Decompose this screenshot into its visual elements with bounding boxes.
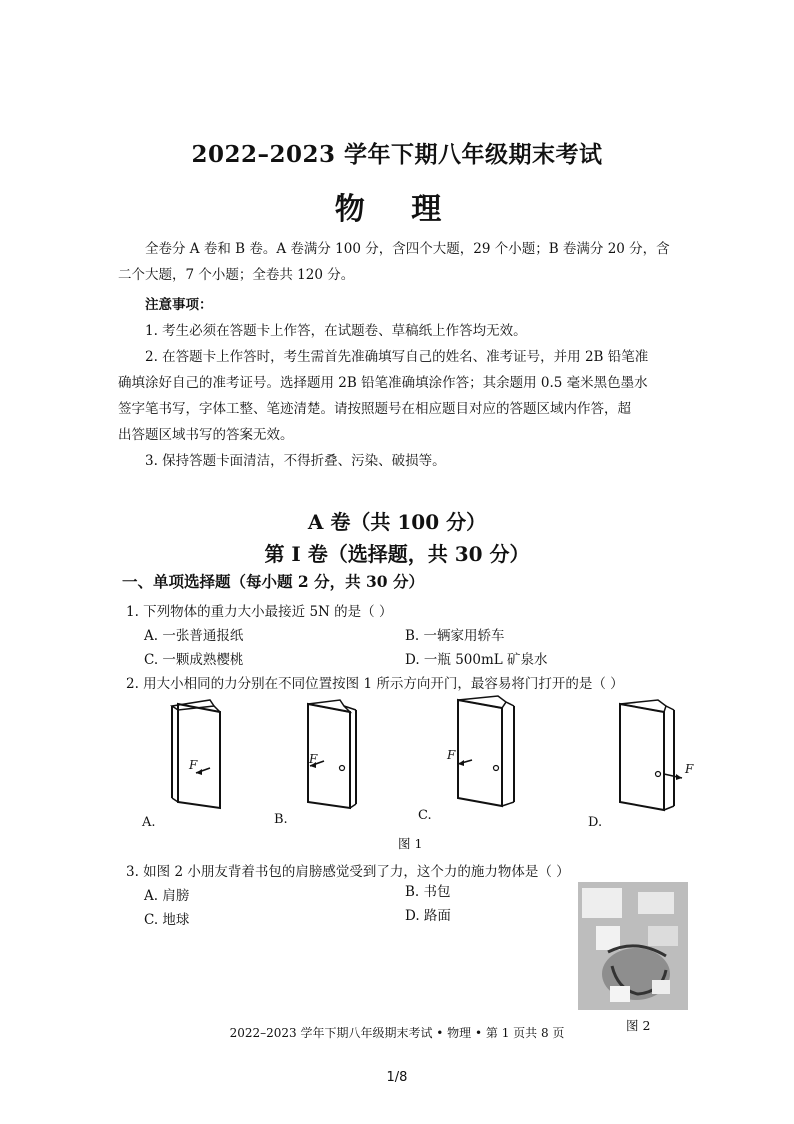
intro-line-1: 全卷分 A 卷和 B 卷。A 卷满分 100 分，含四个大题，29 个小题；B 卷满分 20 分，含: [145, 241, 670, 257]
part-1-heading: 第 I 卷（选择题，共 30 分）: [264, 542, 530, 566]
notice-heading: 注意事项：: [145, 297, 213, 313]
notice-item-2-line-4: 出答题区域书写的答案无效。: [118, 427, 294, 443]
q1-option-a: A. 一张普通报纸: [144, 628, 244, 644]
q1-stem: 1. 下列物体的重力大小最接近 5N 的是（ ）: [126, 604, 393, 620]
q3-option-c: C. 地球: [144, 912, 190, 928]
figure-2-caption: 图 2: [626, 1018, 651, 1033]
q3-option-b: B. 书包: [405, 884, 451, 900]
force-label-c: F: [447, 748, 456, 762]
notice-item-1: 1. 考生必须在答题卡上作答，在试题卷、草稿纸上作答均无效。: [145, 323, 527, 339]
intro-line-2: 二个大题，7 个小题；全卷共 120 分。: [118, 267, 355, 283]
force-label-b: F: [309, 752, 318, 766]
q3-option-a: A. 肩膀: [144, 888, 190, 904]
notice-item-2-line-3: 签字笔书写，字体工整、笔迹清楚。请按照题号在相应题目对应的答题区域内作答，超: [118, 401, 631, 417]
force-label-d: F: [685, 762, 694, 776]
q3-option-d: D. 路面: [405, 908, 451, 924]
door-figure-d: [610, 698, 700, 814]
page-number: 1/8: [386, 1070, 408, 1085]
notice-item-3: 3. 保持答题卡面清洁，不得折叠、污染、破损等。: [145, 453, 446, 469]
q1-option-c: C. 一颗成熟樱桃: [144, 652, 244, 668]
q1-option-d: D. 一瓶 500mL 矿泉水: [405, 652, 548, 668]
subject-title: 物 理: [334, 192, 460, 227]
force-label-a: F: [189, 758, 198, 772]
q3-stem: 3. 如图 2 小朋友背着书包的肩膀感觉受到了力，这个力的施力物体是（ ）: [126, 864, 570, 880]
exam-title: 2022–2023 学年下期八年级期末考试: [191, 141, 603, 168]
door-label-d: D.: [588, 815, 603, 830]
door-figure-a: [164, 698, 254, 814]
door-figure-c: [452, 694, 542, 810]
door-label-a: A.: [142, 815, 156, 830]
door-label-b: B.: [274, 812, 288, 827]
notice-item-2-line-1: 2. 在答题卡上作答时，考生需首先准确填写自己的姓名、准考证号，并用 2B 铅笔准: [145, 349, 649, 365]
figure-1-caption: 图 1: [398, 836, 423, 851]
question-group-heading: 一、单项选择题（每小题 2 分，共 30 分）: [122, 572, 424, 591]
door-label-c: C.: [418, 808, 432, 823]
volume-a-heading: A 卷（共 100 分）: [307, 510, 487, 534]
page-footer: 2022–2023 学年下期八年级期末考试 • 物理 • 第 1 页共 8 页: [229, 1026, 565, 1040]
notice-item-2-line-2: 确填涂好自己的准考证号。选择题用 2B 铅笔准确填涂作答；其余题用 0.5 毫米黑色墨水: [118, 375, 648, 391]
q2-stem: 2. 用大小相同的力分别在不同位置按图 1 所示方向开门，最容易将门打开的是（ ）: [126, 676, 624, 692]
figure-2-photo: [578, 882, 688, 1010]
q1-option-b: B. 一辆家用轿车: [405, 628, 505, 644]
